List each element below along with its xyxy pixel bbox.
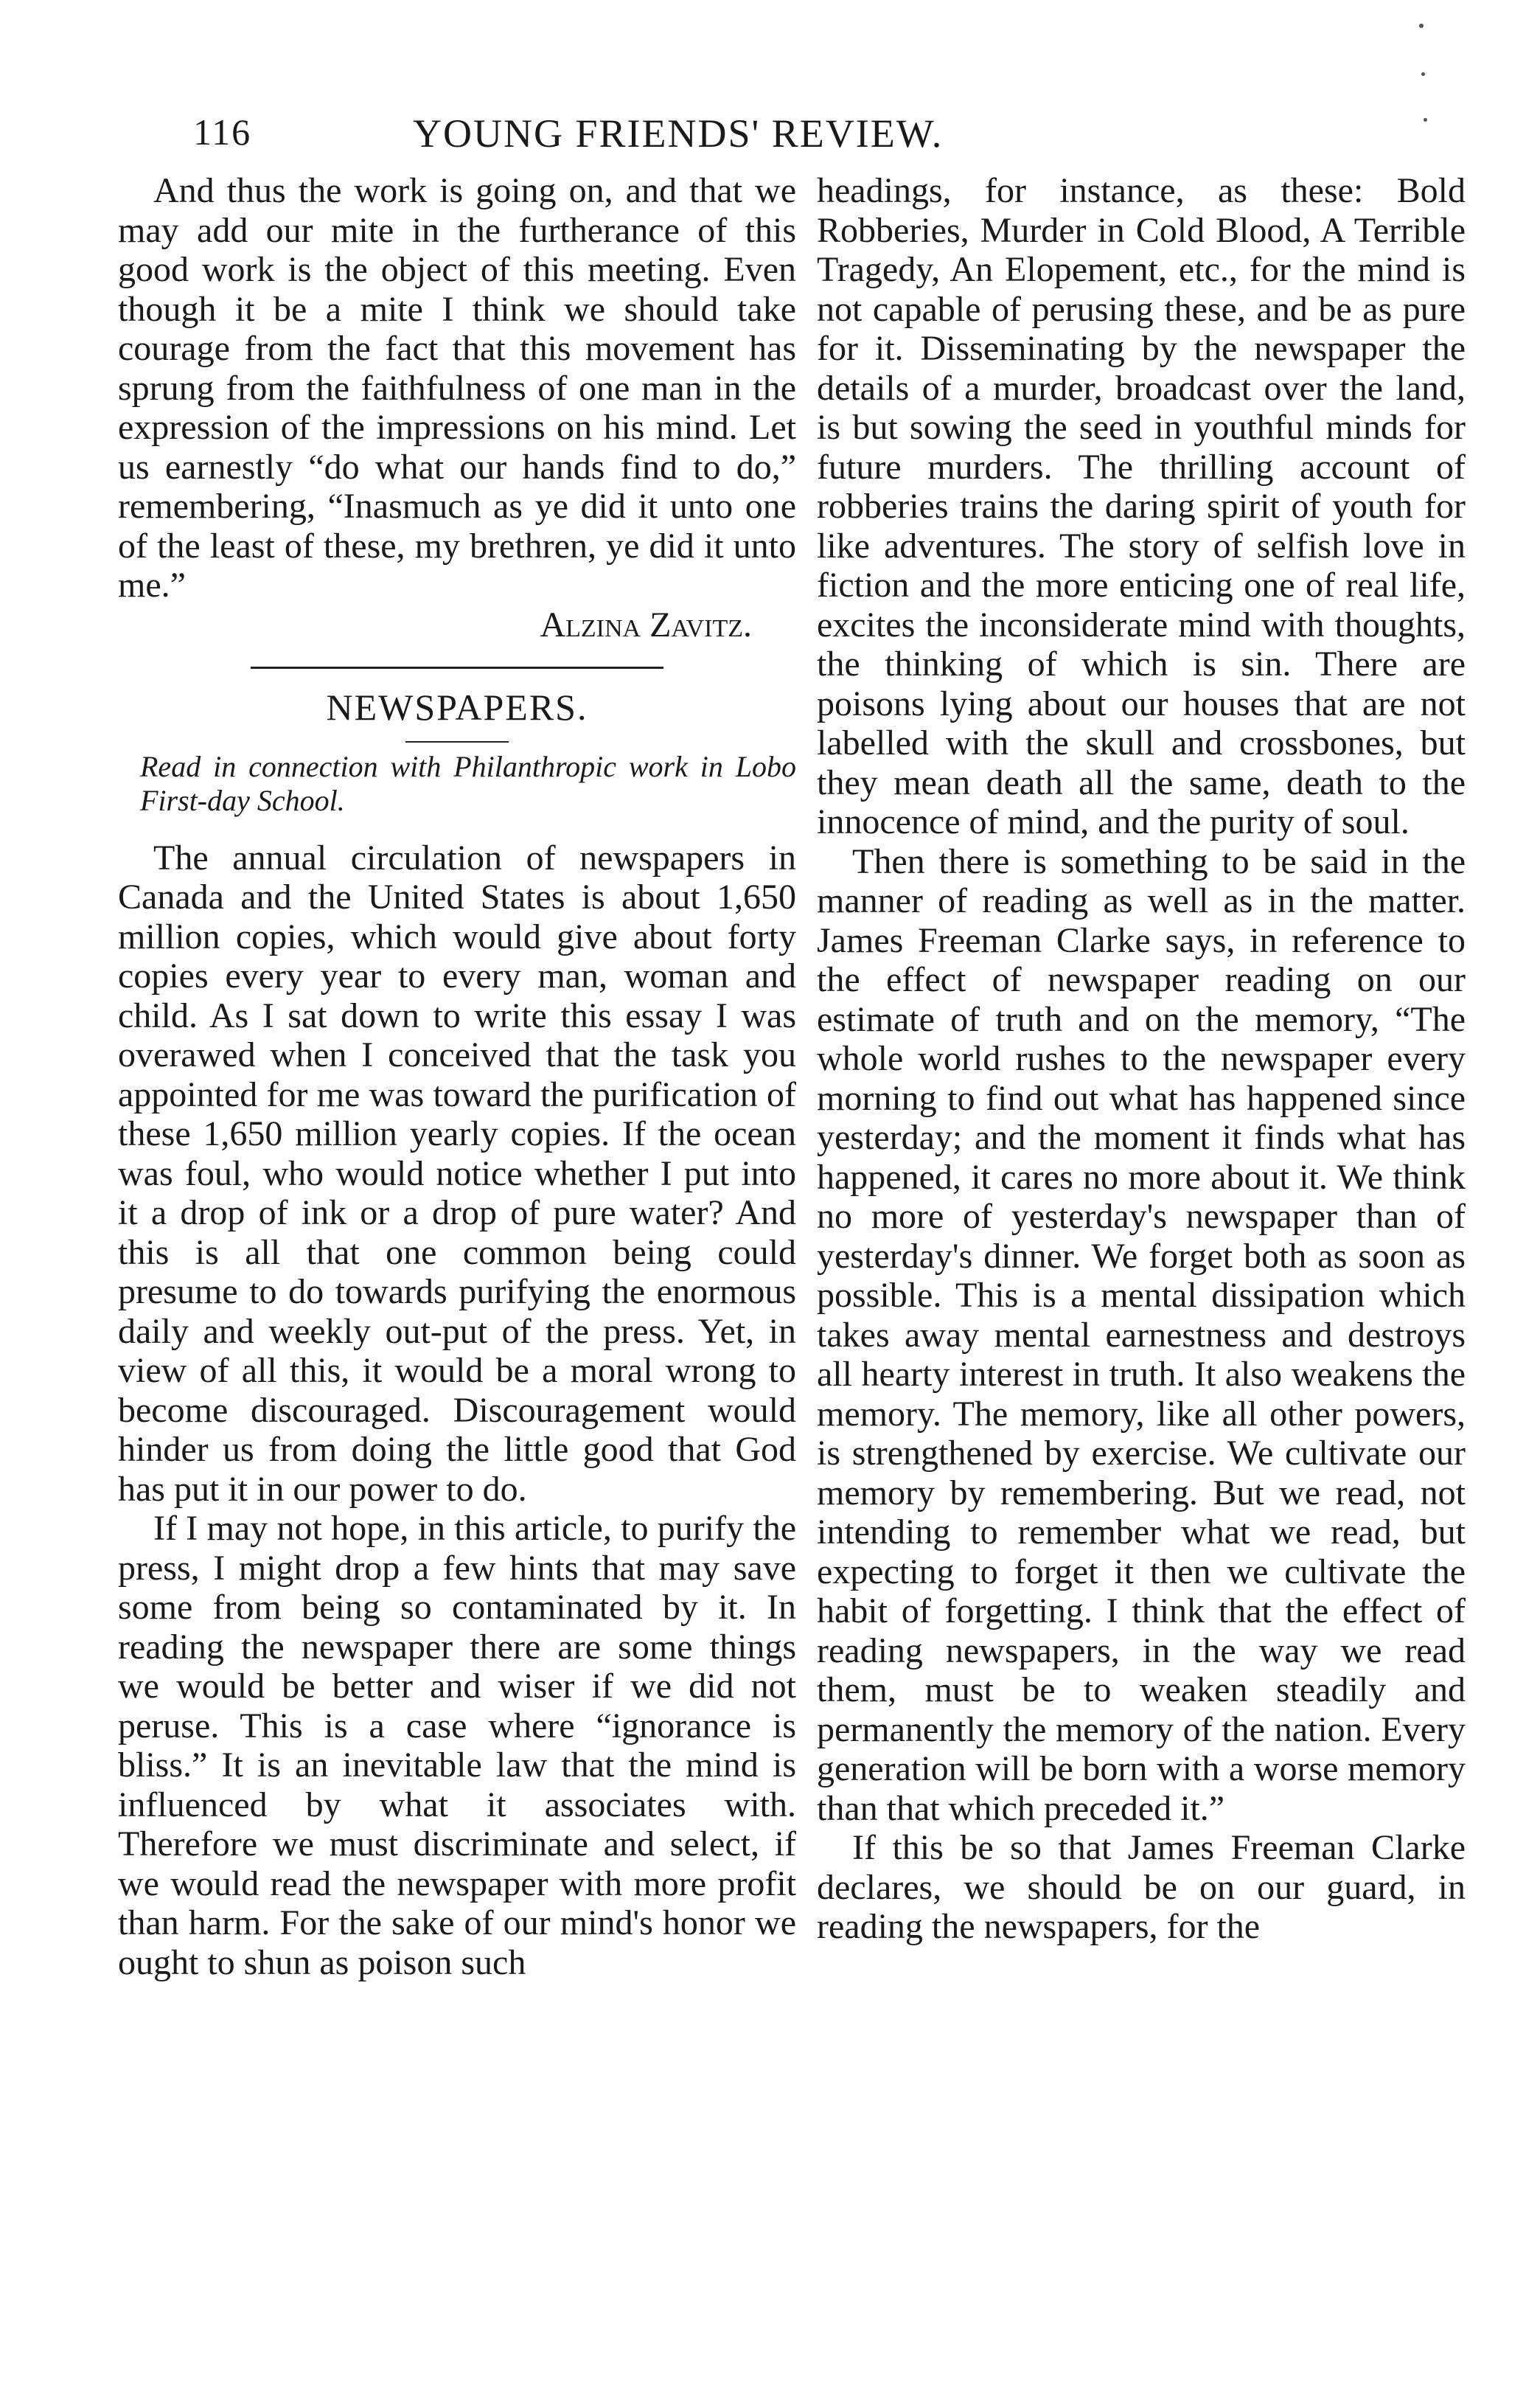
section-divider [251,667,663,669]
left-paragraph-3: If I may not hope, in this article, to purify the press, I might drop a few hints that may save some from being so contaminated by it. In reading the newspaper there are some things we would be better and wiser if we did not peruse. This is a case where “ignorance is bliss.” It is an inevitable law that the mind is influenced by what it associates with. Therefore we must discriminate and select, if we would read the newspaper with more profit than harm. For the sake of our mind's honor we ought to shun as poison such [118,1509,796,1982]
author-signature: Alzina Zavitz. [540,605,752,645]
section-title: NEWSPAPERS. [326,687,588,728]
title-underline [405,741,509,743]
right-paragraph-3: If this be so that James Freeman Clarke declares, we should be on our guard, in reading the newspapers, for the [817,1828,1466,1946]
right-paragraph-2: Then there is something to be said in the manner of reading as well as in the matter. James Freeman Clarke says, in reference to the effect of newspaper reading on our estimate of truth and on the memory, “The whole world rushes to the newspaper every morning to find out what has happened since yesterday; and the moment it finds what has happened, it cares no more about it. We think no more of yesterday's newspaper than of yesterday's dinner. We forget both as soon as possible. This is a mental dissipation which takes away mental earnestness and destroys all hearty interest in truth. It also weakens the memory. The memory, like all other powers, is strengthened by exercise. We cultivate our memory by remembering. But we read, not intending to remember what we read, but expecting to forget it then we cultivate the habit of forgetting. I think that the effect of reading newspapers, in the way we read them, must be to weaken steadily and permanently the memory of the nation. Every generation will be born with a worse memory than that which preceded it.” [817,841,1466,1828]
ink-speck-mark [1419,24,1424,28]
ink-speck-mark [1421,72,1425,76]
right-column [817,171,1466,1947]
section-note: Read in connection with Philanthropic work in Lobo First-day School. [140,749,796,817]
ink-speck-mark [1424,118,1427,122]
running-title: YOUNG FRIENDS' REVIEW. [413,111,944,156]
right-paragraph-1: headings, for instance, as these: Bold Robberies, Murder in Cold Blood, A Terrible Tragedy, An Elopement, etc., for the mind is not capable of perusing these, and be as pure for it. Disseminating by the newspaper the details of a murder, broadcast over the land, is but sowing the seed in youthful minds for future murders. The thrilling account of robberies trains the daring spirit of youth for like adventures. The story of selfish love in fiction and the more enticing one of real life, excites the inconsiderate mind with thoughts, the thinking of which is sin. There are poisons lying about our houses that are not labelled with the skull and crossbones, but they mean death all the same, death to the innocence of mind, and the purity of soul. [817,171,1466,841]
left-column [118,171,796,1982]
left-paragraph-2: The annual circulation of newspapers in Canada and the United States is about 1,650 million copies, which would give about forty copies every year to every man, woman and child. As I sat down to write this essay I was overawed when I conceived that the task you appointed for me was toward the purification of these 1,650 million yearly copies. If the ocean was foul, who would notice whether I put into it a drop of ink or a drop of pure water? And this is all that one common being could presume to do towards purifying the enormous daily and weekly out-put of the press. Yet, in view of all this, it would be a moral wrong to become discouraged. Discouragement would hinder us from doing the little good that God has put it in our power to do. [118,838,796,1509]
page-number: 116 [193,111,252,153]
left-paragraph-1: And thus the work is going on, and that we may add our mite in the furtherance of this good work is the object of this meeting. Even though it be a mite I think we should take courage from the fact that this movement has sprung from the faithfulness of one man in the expression of the impressions on his mind. Let us earnestly “do what our hands find to do,” remembering, “Inasmuch as ye did it unto one of the least of these, my brethren, ye did it unto me.” [118,171,796,605]
